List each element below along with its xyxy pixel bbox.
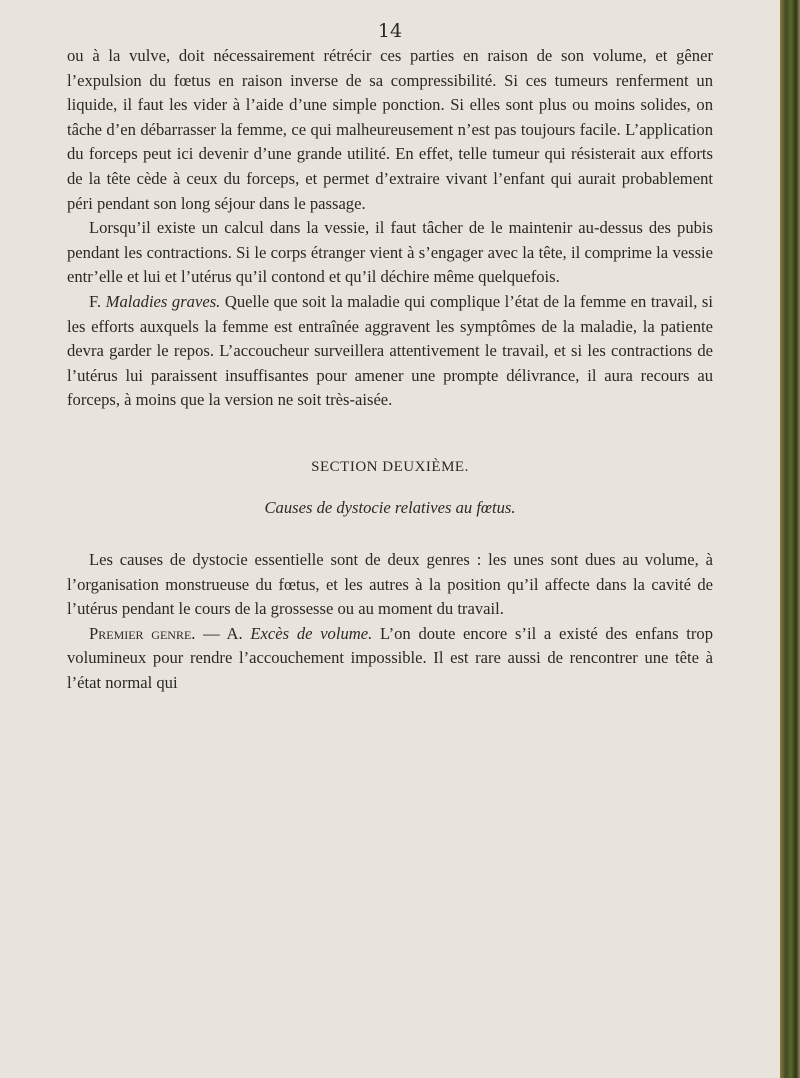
paragraph-heading: Maladies graves. — [105, 291, 221, 311]
paragraph-letter: F. — [89, 291, 102, 311]
paragraph-tumeurs: ou à la vulve, doit nécessairement rétrécir ces parties en raison de son volume, et gêner l’expulsion du fœtus en raison inverse de sa compressibilité. Si ces tumeurs renferment un liquide, il faut les vider à l’aide d’une simple ponction. Si elles sont plus ou moins solides, on tâche d’en débarrasser la femme, ce qui malheureusement n’est pas toujours facile. L’application du forceps peut ici devenir d’une grande utilité. En effet, telle tumeur qui résisterait aux efforts de la tête cède à ceux du forceps, et permet d’extraire vivant l’enfant qui aurait probablement péri pendant son long séjour dans le passage. — [67, 46, 713, 213]
book-spine-edge — [780, 0, 800, 1078]
paragraph-calcul: Lorsqu’il existe un calcul dans la vessie, il faut tâcher de le maintenir au-dessus des pubis pendant les contractions. Si le corps étranger vient à s’engager avec la tête, il comprime la vessie entr’elle et lui et l’utérus qu’il contond et qu’il déchire même quelquefois. — [67, 218, 713, 287]
section-subtitle: Causes de dystocie relatives au fœtus. — [264, 497, 516, 517]
paragraph-body: L’on doute encore s’il a existé des enfans trop volumineux pour rendre l’accouchement impossible. Il est rare aussi de rencontrer une tête à l’état normal qui — [67, 623, 713, 693]
paragraph-body: Quelle que soit la maladie qui complique l’état de la femme en travail, si les efforts auxquels la femme est entraînée aggravent les symptômes de la maladie, la patiente devra garder le repos. L’accoucheur surveillera attentivement le travail, et si les contractions de l’utérus lui paraissent insuffisantes pour amener une prompte délivrance, il aura recours au forceps, à moins que la version ne soit très-aisée. — [67, 291, 714, 410]
genre-label: Premier genre. — [89, 623, 196, 643]
separator: — A. — [195, 623, 251, 643]
paragraph-premier-genre — [67, 622, 713, 696]
page-number: 14 — [377, 20, 403, 42]
paragraph-maladies-graves — [67, 290, 713, 413]
paragraph-genres: Les causes de dystocie essentielle sont de deux genres : les unes sont dues au volume, à l’organisation monstrueuse du fœtus, et les autres à la position qu’il affecte dans la cavité de l’utérus pendant le cours de la grossesse ou au moment du travail. — [67, 550, 713, 619]
page-body — [67, 44, 713, 696]
paragraph-heading: Excès de volume. — [250, 623, 373, 643]
section-title: SECTION DEUXIÈME. — [311, 458, 469, 475]
